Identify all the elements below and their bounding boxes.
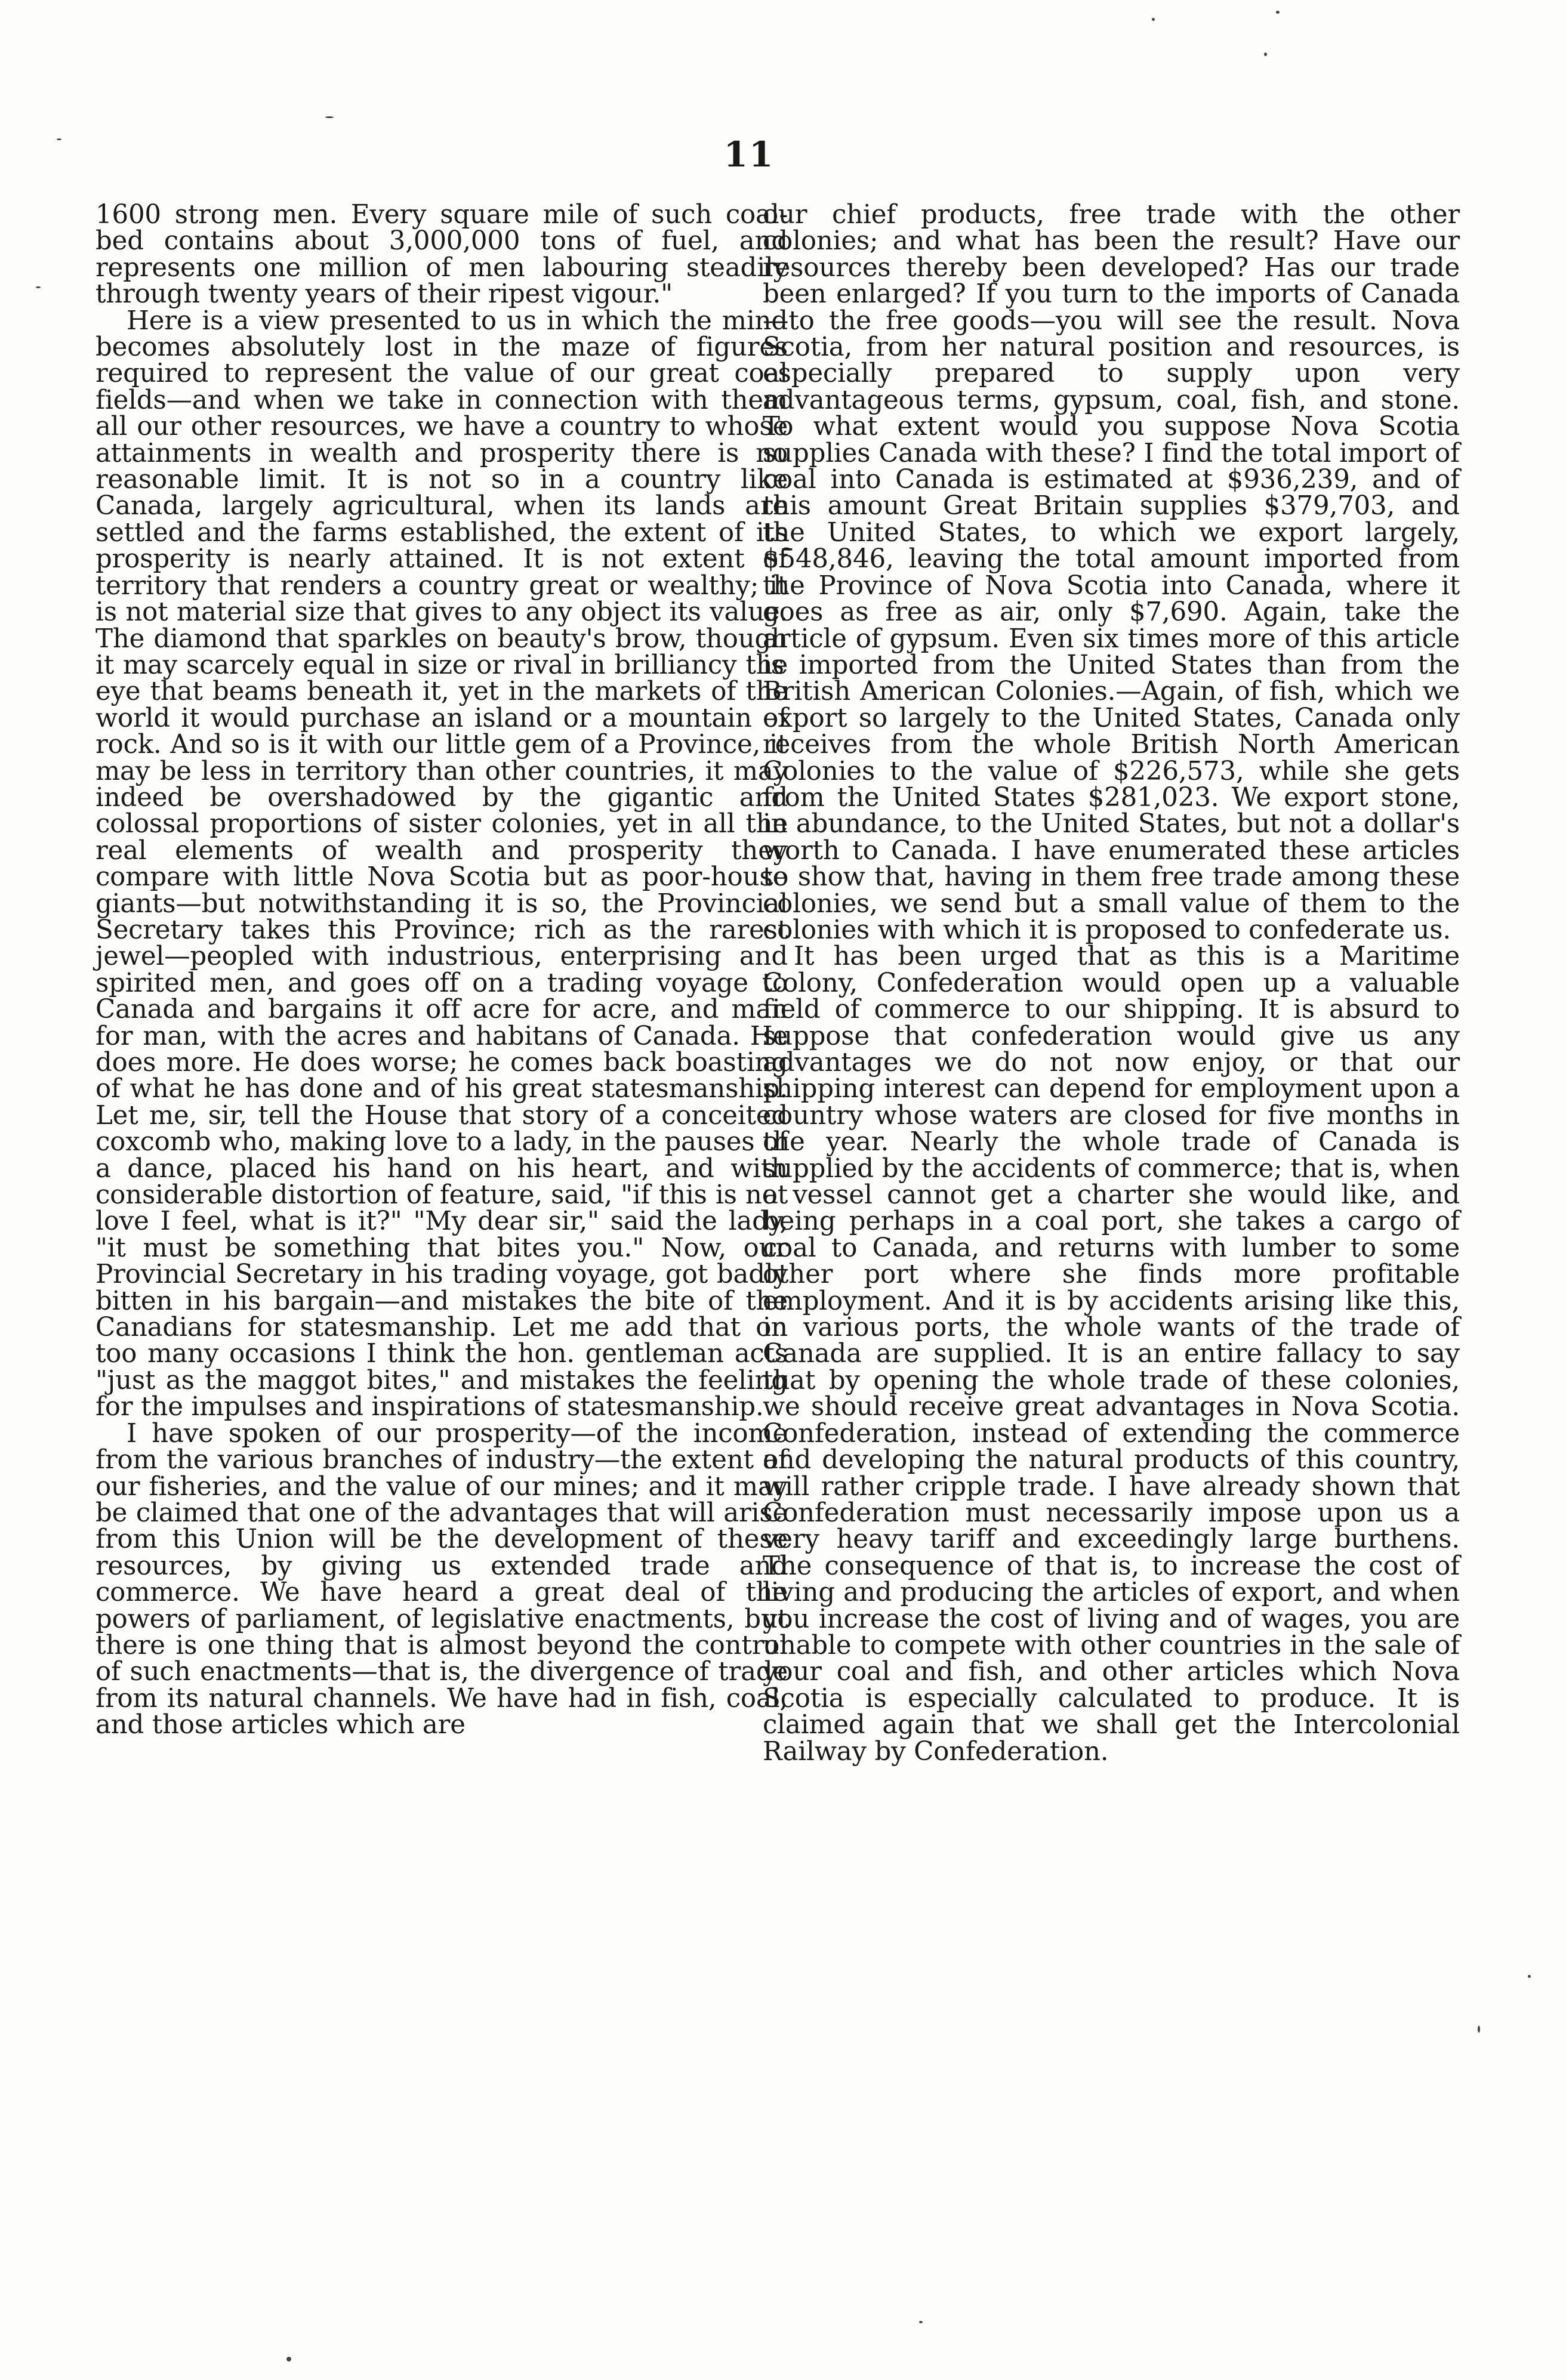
left-paragraph-1: 1600 strong men. Every square mile of such coal-bed contains about 3,000,000 tons of fuel, and represents one million of men labouring steadily through twenty years of their ripest vigour." — [95, 200, 788, 310]
scan-speck — [1478, 2026, 1480, 2033]
left-paragraph-3: I have spoken of our prosperity—of the income from the various branches of industry—the extent of our fisheries, and the value of our mines; and it may be claimed that one of the advantages that will arise from this Union will be the development of these resources, by giving us extended trade and commerce. We have heard a great deal of the powers of parliament, of legislative enactments, but there is one thing that is almost beyond the control of such enactments—that is, the divergence of trade from its natural channels. We have had in fish, coal, and those articles which are — [95, 1418, 788, 1740]
scan-speck — [1528, 1975, 1531, 1978]
scan-speck — [57, 138, 61, 140]
scan-speck — [286, 2357, 291, 2362]
scan-speck — [1276, 11, 1280, 14]
scan-speck — [325, 116, 334, 118]
left-column — [95, 202, 788, 1739]
left-paragraph-2: Here is a view presented to us in which the mind becomes absolutely lost in the maze of figures required to represent the value of our great coal fields—and when we take in connection with them all our other resources, we have a country to whose attainments in wealth and prosperity there is no reasonable limit. It is not so in a country like Canada, largely agricultural, when its lands are settled and the farms established, the extent of its prosperity is nearly attained. It is not extent of territory that renders a country great or wealthy; it is not material size that gives to any object its value. The diamond that sparkles on beauty's brow, though it may scarcely equal in size or rival in brilliancy the eye that beams beneath it, yet in the markets of the world it would purchase an island or a mountain of rock. And so is it with our little gem of a Province, it may be less in territory than other countries, it may indeed be overshadowed by the gigantic and colossal proportions of sister colonies, yet in all the real elements of wealth and prosperity they compare with little Nova Scotia but as poor-house giants—but notwithstanding it is so, the Provincial Secretary takes this Province; rich as the rarest jewel—peopled with industrious, enterprising and spirited men, and goes off on a trading voyage to Canada and bargains it off acre for acre, and man for man, with the acres and habitans of Canada. He does more. He does worse; he comes back boasting of what he has done and of his great statesmanship. Let me, sir, tell the House that story of a conceited coxcomb who, making love to a lady, in the pauses of a dance, placed his hand on his heart, and with considerable distortion of feature, said, "if this is not love I feel, what is it?" "My dear sir," said the lady, "it must be something that bites you." Now, our Provincial Secretary in his trading voyage, got badly bitten in his bargain—and mistakes the bite of the Canadians for statesmanship. Let me add that on too many occasions I think the hon. gentleman acts "just as the maggot bites," and mistakes the feeling for the impulses and inspirations of statesmanship. — [95, 305, 788, 1422]
scan-speck — [36, 286, 41, 288]
scan-speck — [919, 2321, 923, 2323]
right-paragraph-2: It has been urged that as this is a Maritime Colony, Confederation would open up a valuable field of commerce to our shipping. It is absurd to suppose that confederation would give us any advantages we do not now enjoy, or that our shipping interest can depend for employment upon a country whose waters are closed for five months in the year. Nearly the whole trade of Canada is supplied by the accidents of commerce; that is, when a vessel cannot get a charter she would like, and being perhaps in a coal port, she takes a cargo of coal to Canada, and returns with lumber to some other port where she finds more profitable employment. And it is by accidents arising like this, in various ports, the whole wants of the trade of Canada are supplied. It is an entire fallacy to say that by opening the whole trade of these colonies, we should receive great advantages in Nova Scotia. Confederation, instead of extending the commerce and developing the natural products of this country, will rather cripple trade. I have already shown that Confederation must necessarily impose upon us a very heavy tariff and exceedingly large burthens. The consequence of that is, to increase the cost of living and producing the articles of export, and when you increase the cost of living and of wages, you are unable to compete with other countries in the sale of your coal and fish, and other articles which Nova Scotia is especially calculated to produce. It is claimed again that we shall get the Intercolonial Railway by Confederation. — [763, 941, 1460, 1767]
right-paragraph-1: our chief products, free trade with the other colonies; and what has been the result? Have our resources thereby been developed? Has our trade been enlarged? If you turn to the imports of Canada—to the free goods—you will see the result. Nova Scotia, from her natural position and resources, is especially prepared to supply upon very advantageous terms, gypsum, coal, fish, and stone. To what extent would you suppose Nova Scotia supplies Canada with these? I find the total import of coal into Canada is estimated at $936,239, and of this amount Great Britain supplies $379,703, and the United States, to which we export largely, $548,846, leaving the total amount imported from the Province of Nova Scotia into Canada, where it goes as free as air, only $7,690. Again, take the article of gypsum. Even six times more of this article is imported from the United States than from the British American Colonies.—Again, of fish, which we export so largely to the United States, Canada only receives from the whole British North American Colonies to the value of $226,573, while she gets from the United States $281,023. We export stone, in abundance, to the United States, but not a dollar's worth to Canada. I have enumerated these articles to show that, having in them free trade among these colonies, we send but a small value of them to the colonies with which it is proposed to confederate us. — [763, 200, 1460, 945]
scan-speck — [1152, 18, 1155, 21]
page-number: 11 — [723, 134, 775, 175]
right-column — [763, 202, 1460, 1765]
scan-speck — [1264, 53, 1267, 56]
